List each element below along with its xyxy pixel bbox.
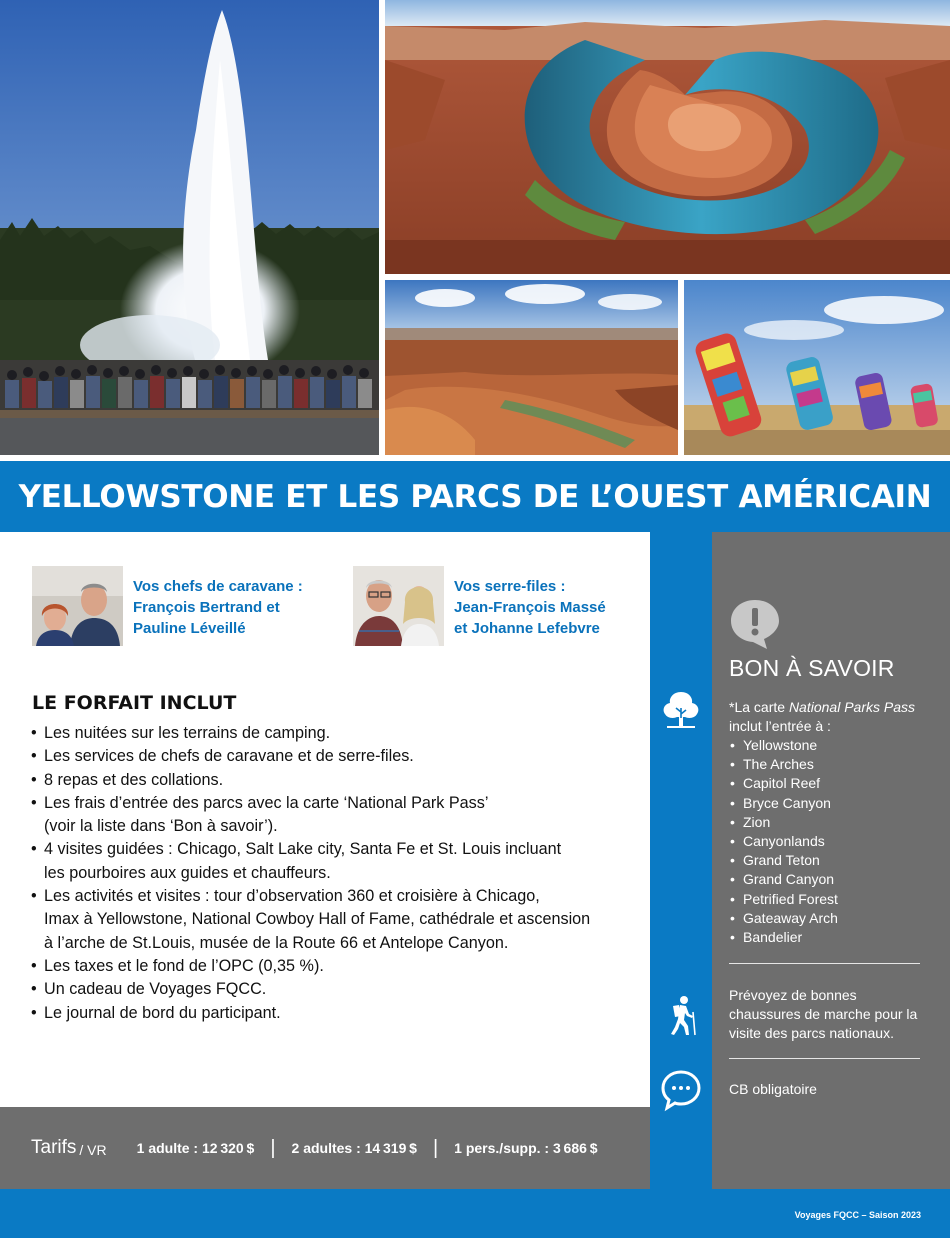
page-title: YELLOWSTONE ET LES PARCS DE L’OUEST AMÉRICAIN	[18, 478, 932, 515]
tarifs-bar	[0, 1107, 650, 1189]
bon-a-savoir-panel	[712, 532, 950, 1189]
guide-serre-text	[454, 576, 606, 639]
photo-horseshoe-bend	[385, 0, 950, 274]
guide-serre-files	[353, 566, 606, 646]
pass-name: National Parks Pass	[788, 699, 915, 715]
guide-chefs-name-1: François Bertrand et	[133, 599, 280, 616]
forfait-item-line: • Les frais d’entrée des parcs avec la carte ‘National Park Pass’	[44, 793, 489, 812]
shoes-note: Prévoyez de bonnes chaussures de marche pour la visite des parcs nationaux.	[729, 987, 918, 1042]
forfait-item	[31, 792, 631, 839]
forfait-item	[31, 955, 631, 978]
forfait-item-line: Imax à Yellowstone, National Cowboy Hall of Fame, cathédrale et ascension	[44, 910, 591, 929]
guide-serre-name-2: et Johanne Lefebvre	[454, 620, 600, 637]
main-panel	[0, 532, 650, 1107]
park-item: • Bryce Canyon	[729, 794, 838, 813]
park-item: • Zion	[729, 813, 838, 832]
hiker-icon	[659, 994, 703, 1038]
forfait-item-line: • 4 visites guidées : Chicago, Salt Lake city, Santa Fe et St. Louis incluant	[44, 840, 562, 859]
forfait-item	[31, 1002, 631, 1025]
park-item: • Petrified Forest	[729, 890, 838, 909]
avatar-chefs	[32, 566, 123, 646]
bon-a-savoir-title: BON À SAVOIR	[729, 655, 895, 681]
alert-bubble-icon	[729, 598, 785, 650]
park-item: • Capitol Reef	[729, 774, 838, 793]
divider	[729, 1058, 920, 1059]
forfait-item-line: à l’arche de St.Louis, musée de la Route 66 et Antelope Canyon.	[44, 933, 509, 952]
guide-chefs-label: Vos chefs de caravane :	[133, 578, 303, 595]
forfait-item	[31, 838, 631, 885]
photo-canyonlands	[385, 280, 678, 455]
forfait-item-line: • Les taxes et le fond de l’OPC (0,35 %).	[44, 956, 324, 975]
parks-list	[729, 736, 838, 947]
guide-serre-name-1: Jean-François Massé	[454, 599, 606, 616]
park-item: • Gateaway Arch	[729, 909, 838, 928]
forfait-item-line: (voir la liste dans ‘Bon à savoir’).	[44, 817, 278, 836]
tarif-pers-supp: 1 pers./supp. : 3 686 $	[454, 1140, 598, 1156]
forfait-item-line: • Les activités et visites : tour d’observation 360 et croisière à Chicago,	[44, 887, 540, 906]
forfait-item	[31, 769, 631, 792]
tarifs-vr: / VR	[79, 1141, 107, 1158]
forfait-item-line: • Un cadeau de Voyages FQCC.	[44, 980, 267, 999]
chat-bubble-icon	[659, 1068, 703, 1112]
tree-icon	[659, 688, 703, 732]
pass-intro-prefix: *La carte	[729, 699, 789, 715]
divider	[729, 963, 920, 964]
tarif-1-adulte: 1 adulte : 12 320 $	[136, 1140, 255, 1156]
footer	[0, 1189, 950, 1238]
park-item: • Bandelier	[729, 928, 838, 947]
guide-serre-label: Vos serre-files :	[454, 578, 566, 595]
forfait-item	[31, 722, 631, 745]
park-item: • Grand Teton	[729, 851, 838, 870]
photo-cadillac-ranch	[684, 280, 950, 455]
park-item: • Grand Canyon	[729, 870, 838, 889]
forfait-item	[31, 978, 631, 1001]
forfait-item-line: les pourboires aux guides et chauffeurs.	[44, 863, 331, 882]
tarifs-label: Tarifs	[31, 1137, 77, 1158]
forfait-item-line: • Les services de chefs de caravane et de serre-files.	[44, 747, 414, 766]
tarif-separator: |	[432, 1136, 439, 1159]
park-item: • Yellowstone	[729, 736, 838, 755]
forfait-item	[31, 745, 631, 768]
park-item: • Canyonlands	[729, 832, 838, 851]
forfait-item-line: • Le journal de bord du participant.	[44, 1003, 281, 1022]
tarif-2-adultes: 2 adultes : 14 319 $	[291, 1140, 417, 1156]
icon-column	[650, 532, 712, 1189]
forfait-item	[31, 885, 631, 955]
forfait-title: LE FORFAIT INCLUT	[32, 692, 237, 714]
avatar-serre-files	[353, 566, 444, 646]
forfait-item-line: • 8 repas et des collations.	[44, 770, 224, 789]
park-item: • The Arches	[729, 755, 838, 774]
cb-note: CB obligatoire	[729, 1081, 817, 1097]
pass-intro-line2: inclut l’entrée à :	[729, 718, 831, 734]
forfait-item-line: • Les nuitées sur les terrains de camping.	[44, 724, 331, 742]
title-band	[0, 461, 950, 532]
pass-intro	[729, 698, 915, 736]
footer-text: Voyages FQCC – Saison 2023	[794, 1210, 921, 1220]
guide-chefs-text	[133, 576, 303, 639]
tarif-separator: |	[270, 1136, 276, 1159]
photo-geyser	[0, 0, 379, 455]
forfait-list	[31, 722, 631, 1025]
guide-chefs-name-2: Pauline Léveillé	[133, 620, 246, 637]
guide-chefs-caravane	[32, 566, 303, 646]
